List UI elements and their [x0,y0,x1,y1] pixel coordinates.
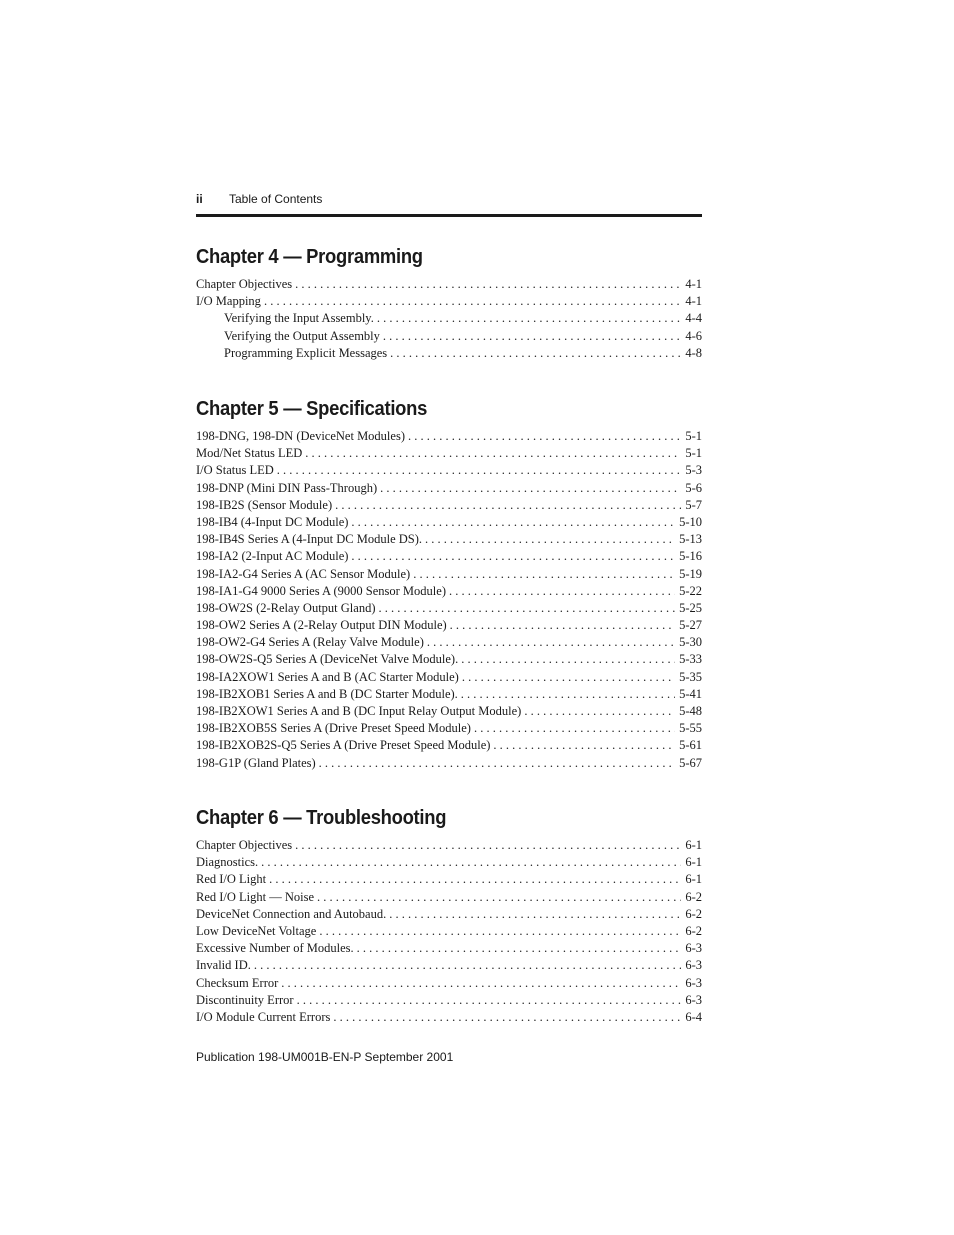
header-rule [196,214,702,217]
toc-entry-page: 4-6 [685,328,702,343]
toc-entry-label: Mod/Net Status LED [196,446,303,461]
dot-leader [333,1010,681,1025]
chapter-section [196,807,702,1027]
toc-entries [196,429,702,773]
toc-entry[interactable] [196,670,702,687]
toc-entry[interactable] [196,872,702,889]
toc-entry[interactable] [196,756,702,773]
toc-entry-label: 198-IB2S (Sensor Module) [196,497,333,512]
toc-entry[interactable] [196,976,702,993]
publication-footer: Publication 198-UM001B-EN-P September 2001 [196,1050,454,1064]
toc-entry[interactable] [196,618,702,635]
toc-entry-label: 198-IA2-G4 Series A (AC Sensor Module) [196,566,411,581]
toc-entry[interactable] [196,635,702,652]
toc-entry[interactable] [196,567,702,584]
dot-leader [351,549,675,564]
running-header [196,192,702,216]
dot-leader [319,924,681,939]
toc-entry-page: 5-67 [679,755,702,770]
dot-leader [380,481,681,496]
dot-leader [461,687,675,702]
toc-entry-label: Chapter Objectives [196,838,293,852]
toc-entry-label: Invalid ID. [196,958,251,973]
chapter-title: Chapter 4 — Programming [196,246,423,268]
toc-entry-label: Excessive Number of Modules. [196,941,354,956]
dot-leader [335,498,681,513]
dot-leader [319,756,675,771]
dot-leader [449,584,675,599]
dot-leader [261,855,681,870]
toc-entry[interactable] [196,498,702,515]
toc-entry-label: I/O Module Current Errors [196,1009,331,1024]
toc-entry-page: 6-2 [685,889,702,904]
toc-entry-label: 198-OW2S-Q5 Series A (DeviceNet Valve Module). [196,652,459,667]
toc-entry-label: Red I/O Light [196,872,267,887]
toc-entry[interactable] [196,704,702,721]
chapter-section [196,398,702,773]
toc-entry-label: Verifying the Output Assembly [224,328,380,343]
toc-entry-label: 198-OW2S (2-Relay Output Gland) [196,600,376,615]
toc-entry[interactable] [196,958,702,975]
toc-entry-page: 6-3 [685,958,702,973]
toc-entry-page: 6-4 [685,1009,702,1024]
dot-leader [427,635,675,650]
chapter-section [196,246,702,363]
dot-leader [254,958,681,973]
dot-leader [408,429,681,444]
dot-leader [524,704,675,719]
toc-entry-page: 5-1 [685,446,702,461]
toc-entry-page: 5-33 [679,652,702,667]
toc-entry-label: 198-IA1-G4 9000 Series A (9000 Sensor Module) [196,583,446,598]
toc-entry-label: Diagnostics. [196,855,259,870]
toc-entry-page: 5-13 [679,532,702,547]
toc-entry[interactable] [196,277,702,294]
page-number: ii [196,192,203,206]
toc-entry-label: 198-IA2 (2-Input AC Module) [196,549,349,564]
dot-leader [425,532,675,547]
toc-entry-label: 198-IB2XOB2S-Q5 Series A (Drive Preset Speed Module) [196,738,491,753]
header-title: Table of Contents [229,192,323,206]
toc-entry[interactable] [196,738,702,755]
dot-leader [269,872,681,887]
toc-entry-label: DeviceNet Connection and Autobaud. [196,906,387,921]
toc-entry-label: 198-IB4 (4-Input DC Module) [196,514,349,529]
toc-entry-label: 198-DNG, 198-DN (DeviceNet Modules) [196,429,405,443]
toc-entry-label: I/O Mapping [196,294,261,309]
toc-entry[interactable] [196,687,702,704]
toc-entry[interactable] [196,924,702,941]
toc-entry-page: 6-2 [685,923,702,938]
toc-entry-page: 5-61 [679,738,702,753]
toc-entry-page: 5-3 [685,463,702,478]
toc-entry-page: 6-2 [685,906,702,921]
toc-entry[interactable] [196,515,702,532]
toc-entry-page: 6-1 [685,838,702,852]
toc-entry-page: 5-30 [679,635,702,650]
toc-entry[interactable] [196,941,702,958]
toc-entry-label: 198-OW2 Series A (2-Relay Output DIN Module) [196,618,447,633]
toc-entry-page: 5-27 [679,618,702,633]
toc-entry-page: 6-3 [685,992,702,1007]
toc-entry-page: 5-48 [679,704,702,718]
dot-leader [277,463,682,478]
toc-entry-page: 4-4 [685,311,702,326]
chapter-title: Chapter 5 — Specifications [196,398,428,420]
toc-entries [196,838,702,1027]
dot-leader [305,446,681,461]
toc-entry-label: 198-G1P (Gland Plates) [196,755,316,770]
toc-entry-label: 198-IB2XOB1 Series A and B (DC Starter Module). [196,686,458,701]
toc-entry[interactable] [196,993,702,1010]
toc-entry-page: 4-1 [685,277,702,291]
toc-entry[interactable] [196,1010,702,1027]
dot-leader [264,294,681,309]
dot-leader [317,890,681,905]
toc-entry[interactable] [196,549,702,566]
dot-leader [461,652,675,667]
toc-entry[interactable] [196,907,702,924]
toc-entry-page: 6-3 [685,941,702,956]
toc-entry[interactable] [196,584,702,601]
dot-leader [413,567,675,582]
toc-entry[interactable] [196,446,702,463]
toc-entry[interactable] [196,311,702,328]
toc-entry[interactable] [196,429,702,446]
toc-entry-label: Low DeviceNet Voltage [196,923,317,938]
toc-entry-label: 198-OW2-G4 Series A (Relay Valve Module) [196,635,424,650]
toc-entry[interactable] [196,838,702,855]
toc-entry-page: 6-1 [685,872,702,887]
dot-leader [295,838,681,853]
toc-entry-page: 5-10 [679,514,702,529]
toc-entry[interactable] [196,855,702,872]
toc-entry[interactable] [196,329,702,346]
dot-leader [281,976,681,991]
dot-leader [377,311,681,326]
toc-entry[interactable] [196,463,702,480]
toc-entry-page: 5-55 [679,721,702,736]
toc-entry-label: 198-IA2XOW1 Series A and B (AC Starter Module) [196,669,459,684]
toc-entry-page: 5-19 [679,566,702,581]
dot-leader [383,329,681,344]
toc-entry-page: 5-6 [685,480,702,495]
toc-entry-page: 5-41 [679,686,702,701]
dot-leader [474,721,675,736]
dot-leader [351,515,675,530]
toc-entry-page: 6-3 [685,975,702,990]
dot-leader [297,993,682,1008]
toc-entry[interactable] [196,294,702,311]
toc-entry-label: 198-DNP (Mini DIN Pass-Through) [196,480,378,495]
toc-entry-label: Verifying the Input Assembly. [224,311,374,326]
toc-entry[interactable] [196,652,702,669]
toc-entry-page: 5-22 [679,583,702,598]
toc-entry-label: I/O Status LED [196,463,274,478]
toc-entry-page: 5-7 [685,497,702,512]
toc-entry-page: 5-16 [679,549,702,564]
toc-entry-label: Checksum Error [196,975,279,990]
dot-leader [493,738,675,753]
toc-entry-page: 5-35 [679,669,702,684]
dot-leader [378,601,675,616]
toc-entry-label: Discontinuity Error [196,992,294,1007]
toc-entry-page: 6-1 [685,855,702,870]
toc-entry-label: Chapter Objectives [196,277,293,291]
toc-entry-page: 5-25 [679,600,702,615]
toc-entry-label: 198-IB4S Series A (4-Input DC Module DS). [196,532,423,547]
dot-leader [389,907,681,922]
toc-entry[interactable] [196,890,702,907]
dot-leader [295,277,681,292]
toc-entry-label: 198-IB2XOW1 Series A and B (DC Input Relay Output Module) [196,704,522,718]
toc-entry-label: 198-IB2XOB5S Series A (Drive Preset Speed Module) [196,721,471,736]
toc-entry[interactable] [196,481,702,498]
toc-entries [196,277,702,363]
toc-entry[interactable] [196,346,702,363]
dot-leader [462,670,675,685]
dot-leader [357,941,682,956]
toc-entry-page: 5-1 [685,429,702,443]
toc-entry-page: 4-8 [685,345,702,360]
toc-entry[interactable] [196,532,702,549]
dot-leader [390,346,681,361]
toc-entry-label: Red I/O Light — Noise [196,889,315,904]
toc-entry[interactable] [196,721,702,738]
chapter-title: Chapter 6 — Troubleshooting [196,807,447,829]
toc-entry[interactable] [196,601,702,618]
toc-entry-page: 4-1 [685,294,702,309]
toc-entry-label: Programming Explicit Messages [224,345,388,360]
dot-leader [450,618,675,633]
